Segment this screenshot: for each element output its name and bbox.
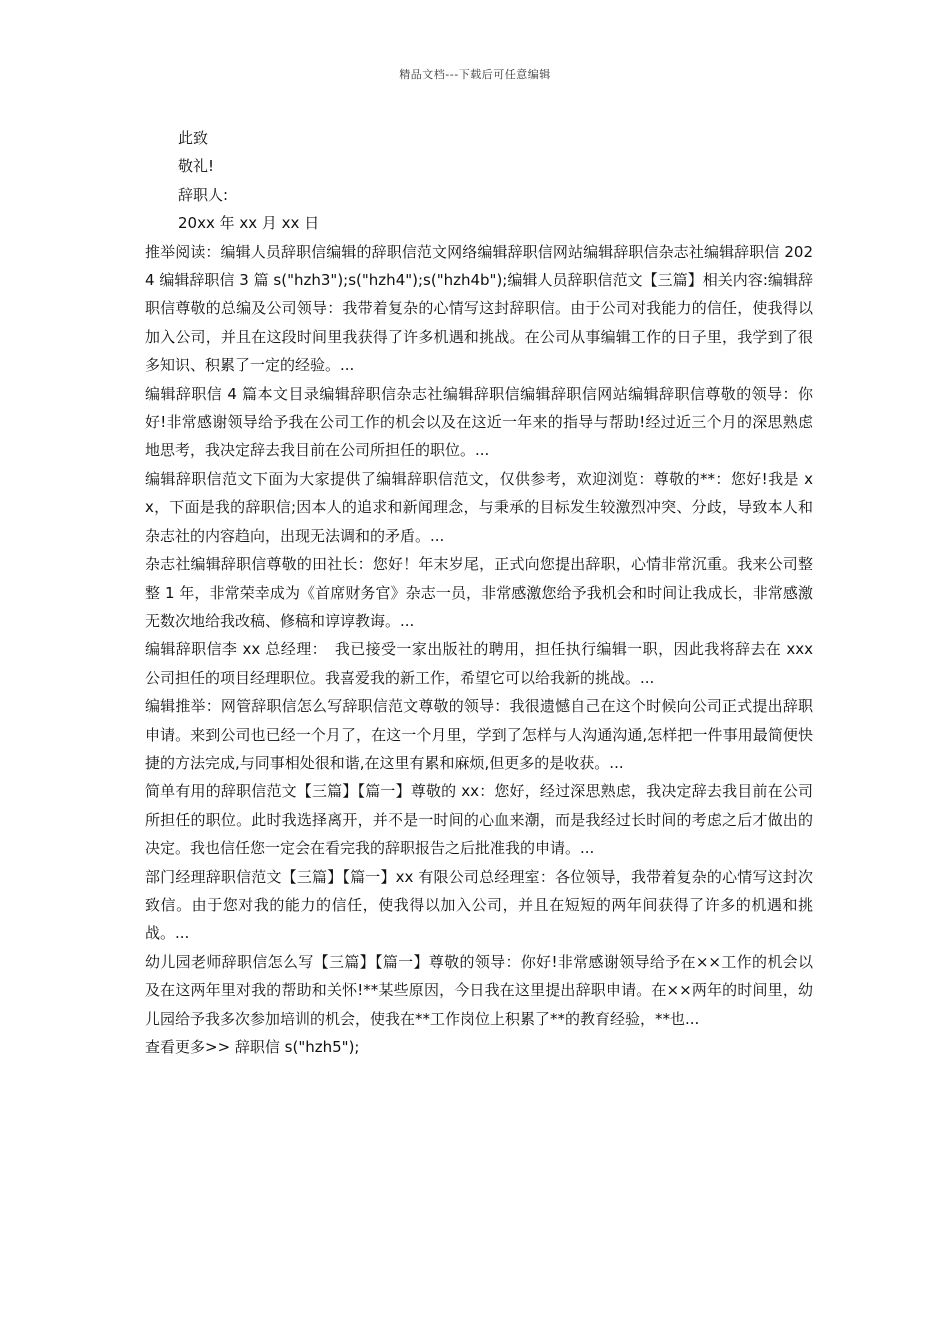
article-paragraph: 编辑推举：网管辞职信怎么写辞职信范文尊敬的领导：我很遗憾自己在这个时候向公司正式提出辞职申请。来到公司也已经一个月了，在这一个月里，学到了怎样与人沟通沟通,怎样把一件事用最简便快捷的方法完成,与同事相处很和谐,在这里有累和麻烦,但更多的是收获。...: [145, 697, 813, 772]
article-paragraph: 部门经理辞职信范文【三篇】【篇一】xx 有限公司总经理室：各位领导，我带着复杂的心情写这封次致信。由于您对我的能力的信任，使我得以加入公司，并且在短短的两年间获得了许多的机遇和挑战。...: [145, 867, 813, 943]
article-paragraph: 编辑辞职信李 xx 总经理： 我已接受一家出版社的聘用，担任执行编辑一职，因此我将辞去在 xxx 公司担任的项目经理职位。我喜爱我的新工作，希望它可以给我新的挑战。...: [145, 640, 813, 687]
article-paragraph: 杂志社编辑辞职信尊敬的田社长：您好！年末岁尾，正式向您提出辞职，心情非常沉重。我来公司整整 1 年，非常荣幸成为《首席财务官》杂志一员，非常感激您给予我机会和时间让我成长，非常感激无数次地给我改稿、修稿和谆谆教诲。...: [145, 555, 813, 630]
signature-date: 20xx 年 xx 月 xx 日: [178, 214, 320, 233]
closing-respect: 敬礼!: [178, 157, 215, 176]
page-header: 精品文档---下载后可任意编辑: [399, 68, 551, 81]
article-paragraph: 编辑辞职信 4 篇本文目录编辑辞职信杂志社编辑辞职信编辑辞职信网站编辑辞职信尊敬的领导：你好!非常感谢领导给予我在公司工作的机会以及在这近一年来的指导与帮助!经过近三个月的深思熟虑地思考，我决定辞去我目前在公司所担任的职位。...: [145, 384, 813, 460]
signature-label: 辞职人:: [178, 185, 229, 204]
article-paragraph: 简单有用的辞职信范文【三篇】【篇一】尊敬的 xx：您好，经过深思熟虑，我决定辞去我目前在公司所担任的职位。此时我选择离开，并不是一时间的心血来潮，而是我经过长时间的考虑之后才做出的决定。我也信任您一定会在看完我的辞职报告之后批准我的申请。...: [145, 782, 813, 858]
view-more-link[interactable]: 查看更多>> 辞职信 s("hzh5");: [145, 1038, 360, 1056]
recommended-reading-paragraph: 推举阅读：编辑人员辞职信编辑的辞职信范文网络编辑辞职信网站编辑辞职信杂志社编辑辞职信 2024 编辑辞职信 3 篇 s("hzh3");s("hzh4");s("hzh4b");编辑人员辞职信范文【三篇】相关内容:编辑辞职信尊敬的总编及公司领导：我带着复杂的心情写这封辞职信。由于公司对我能力的信任，使我得以加入公司，并且在这段时间里我获得了许多机遇和挑战。在公司从事编辑工作的日子里，我学到了很多知识、积累了一定的经验。...: [145, 242, 813, 375]
closing-salutation: 此致: [178, 129, 209, 147]
document-body: [145, 124, 813, 1061]
article-paragraph: 幼儿园老师辞职信怎么写【三篇】【篇一】尊敬的领导：你好!非常感谢领导给予在××工作的机会以及在这两年里对我的帮助和关怀!**某些原因，今日我在这里提出辞职申请。在××两年的时间里，幼儿园给予我多次参加培训的机会，使我在**工作岗位上积累了**的教育经验，**也...: [145, 952, 813, 1028]
article-paragraph: 编辑辞职信范文下面为大家提供了编辑辞职信范文，仅供参考，欢迎浏览：尊敬的**：您好!我是 xx，下面是我的辞职信;因本人的追求和新闻理念，与秉承的目标发生较激烈冲突、分歧，导致本人和杂志社的内容趋向，出现无法调和的矛盾。...: [145, 469, 813, 545]
